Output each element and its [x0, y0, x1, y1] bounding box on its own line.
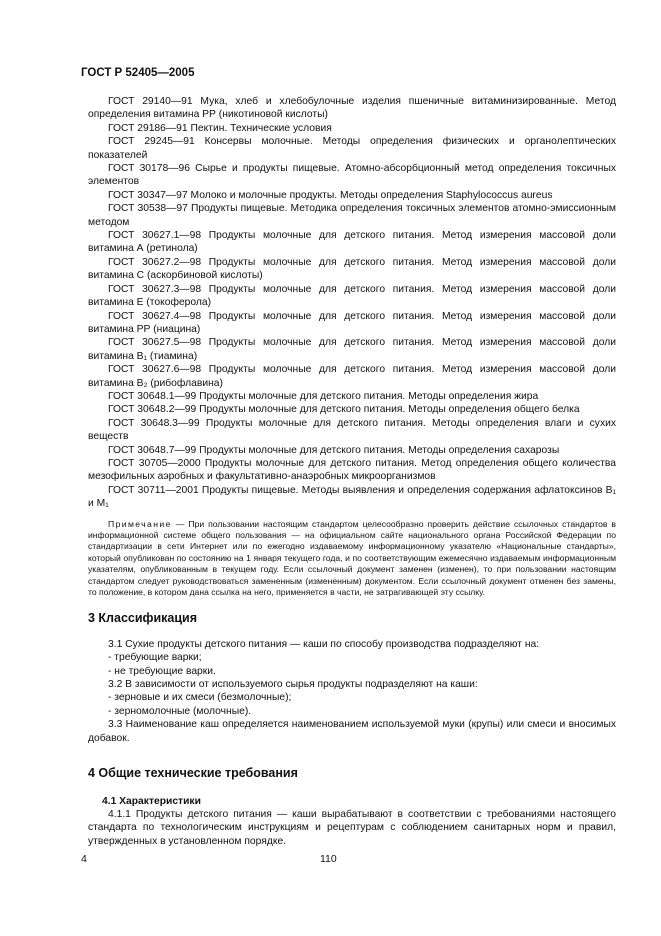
reference-item: ГОСТ 30648.1—99 Продукты молочные для детского питания. Методы определения жира — [108, 390, 539, 402]
reference-item: ГОСТ 29186—91 Пектин. Технические условия — [108, 122, 332, 134]
reference-item: ГОСТ 30648.7—99 Продукты молочные для детского питания. Методы определения сахарозы — [108, 444, 560, 456]
reference-item: ГОСТ 30178—96 Сырье и продукты пищевые. Атомно-абсорбционный метод определения токсичных элементов — [88, 163, 616, 188]
section-3-line: - зерномолочные (молочные). — [108, 705, 252, 717]
reference-item: ГОСТ 30711—2001 Продукты пищевые. Методы выявления и определения содержания афлатоксинов В₁ и М₁ — [88, 484, 616, 510]
page-number-secondary: 110 — [320, 853, 337, 865]
page-number: 4 — [81, 853, 87, 865]
reference-item: ГОСТ 30648.3—99 Продукты молочные для детского питания. Методы определения влаги и сухих веществ — [88, 417, 616, 443]
document-header: ГОСТ Р 52405—2005 — [81, 67, 195, 79]
section-3-line: 3.2 В зависимости от используемого сырья продукты подразделяют на каши: — [108, 679, 478, 691]
section-3-line: - требующие варки; — [108, 652, 202, 664]
reference-item: ГОСТ 30627.2—98 Продукты молочные для детского питания. Метод измерения массовой доли витамина С (аскорбиновой кислоты) — [88, 256, 616, 282]
section-3-title: 3 Классификация — [88, 611, 198, 626]
section-4-title: 4 Общие технические требования — [88, 766, 298, 781]
section-3-line: - зерновые и их смеси (безмолочные); — [108, 692, 292, 704]
section-3-body — [88, 638, 616, 745]
reference-item: ГОСТ 30648.2—99 Продукты молочные для детского питания. Методы определения общего белка — [108, 404, 580, 416]
reference-item: ГОСТ 29245—91 Консервы молочные. Методы определения физических и органолептических показателей — [88, 136, 616, 161]
references-list — [88, 95, 616, 511]
section-3-line: 3.3 Наименование каш определяется наименованием используемой муки (крупы) или смеси и вносимых добавок. — [88, 719, 616, 744]
section-3-line: 3.1 Сухие продукты детского питания — каши по способу производства подразделяют на: — [108, 638, 540, 650]
page-content — [88, 95, 616, 848]
reference-item: ГОСТ 29140—91 Мука, хлеб и хлебобулочные изделия пшеничные витаминизированные. Метод определения витамина РР (никотиновой кислоты) — [88, 96, 616, 121]
reference-item: ГОСТ 30627.5—98 Продукты молочные для детского питания. Метод измерения массовой доли витамина В₁ (тиамина) — [88, 337, 616, 362]
section-4-1-1-text: 4.1.1 Продукты детского питания — каши вырабатывают в соответствии с требованиями настоящего стандарта по технологическим инструкциям и рецептурам с соблюдением санитарных норм и правил, утвержденных в установленном порядке. — [88, 808, 616, 847]
reference-item: ГОСТ 30627.6—98 Продукты молочные для детского питания. Метод измерения массовой доли витамина В₂ (рибофлавина) — [88, 364, 616, 389]
reference-item: ГОСТ 30627.1—98 Продукты молочные для детского питания. Метод измерения массовой доли витамина А (ретинола) — [88, 230, 616, 255]
section-3-line: - не требующие варки. — [108, 665, 216, 677]
reference-item: ГОСТ 30347—97 Молоко и молочные продукты. Методы определения Staphylococcus aureus — [108, 189, 553, 201]
reference-item: ГОСТ 30538—97 Продукты пищевые. Методика определения токсичных элементов атомно-эмиссионным методом — [88, 203, 616, 228]
note-paragraph — [88, 519, 616, 599]
note-text: — При пользовании настоящим стандартом целесообразно проверить действие ссылочных стандартов в информационной системе общего пользования — на официальном сайте национального органа Российской Федерации по стандартизации в сети Интернет или по ежегодно издаваемому информационному указателю «Национальные стандарты», который опубликован по состоянию на 1 января текущего года, и по соответствующим ежемесячно издаваемым информационным указателям, опубликованным в текущем году. Если ссылочный документ заменен (изменен), то при пользовании настоящим стандартом следует руководствоваться замененным (измененным) документом. Если ссылочный документ отменен без замены, то положение, в котором дана ссылка на него, применяется в части, не затрагивающей эту ссылку. — [88, 518, 616, 598]
section-4-1-subtitle: 4.1 Характеристики — [102, 795, 201, 807]
reference-item: ГОСТ 30627.4—98 Продукты молочные для детского питания. Метод измерения массовой доли витамина РР (ниацина) — [88, 310, 616, 335]
note-lead: Примечание — [108, 518, 172, 529]
reference-item: ГОСТ 30705—2000 Продукты молочные для детского питания. Метод определения общего количества мезофильных аэробных и факультативно-анаэробных микроорганизмов — [88, 457, 616, 483]
reference-item: ГОСТ 30627.3—98 Продукты молочные для детского питания. Метод измерения массовой доли витамина Е (токоферола) — [88, 283, 616, 309]
